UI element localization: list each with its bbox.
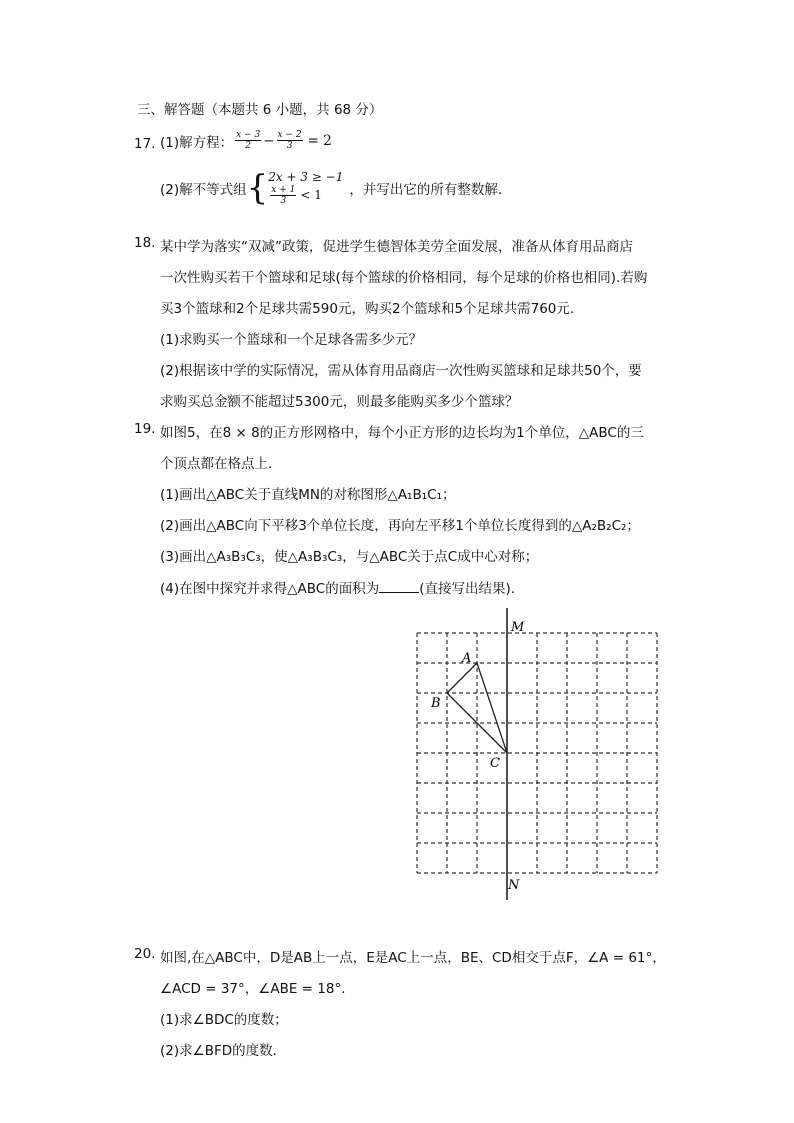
q17-sys-numerator: x + 1 — [271, 185, 296, 195]
grid-figure — [400, 600, 670, 910]
q17-f2-denominator: 3 — [286, 141, 293, 151]
q20-number: 20. — [134, 946, 156, 962]
q18-sub-2a: (2)根据该中学的实际情况，需从体育用品商店一次性购买篮球和足球共50个，要 — [160, 363, 642, 379]
brace-symbol: { — [246, 168, 269, 208]
q17-fraction-1 — [235, 130, 261, 151]
q19-sub-4 — [160, 577, 524, 597]
q19-line-1: 如图5，在8 × 8的正方形网格中，每个小正方形的边长均为1个单位，△ABC的三 — [160, 425, 644, 441]
q17-rhs: = 2 — [307, 132, 332, 149]
q19-sub-4-suffix: (直接写出结果)． — [419, 581, 525, 597]
q19-sub-3: (3)画出△A₃B₃C₃，使△A₃B₃C₃，与△ABC关于点C成中心对称； — [160, 549, 539, 565]
q17-f1-numerator: x − 3 — [236, 130, 261, 140]
q19-sub-1: (1)画出△ABC关于直线MN的对称图形△A₁B₁C₁； — [160, 487, 456, 503]
label-m: M — [511, 620, 525, 635]
q17-part1-label: (1)解方程： — [160, 134, 234, 151]
q17-f2-numerator: x − 2 — [277, 130, 302, 140]
q20-line-1: 如图,在△ABC中，D是AB上一点，E是AC上一点，BE、CD相交于点F，∠A = 61°， — [160, 950, 666, 966]
q17-minus-sign: − — [263, 132, 275, 149]
q20-sub-1: (1)求∠BDC的度数； — [160, 1012, 288, 1028]
q17-number: 17. — [134, 136, 156, 152]
q17-part1 — [160, 130, 332, 151]
q17-sys-rhs: < 1 — [300, 188, 322, 202]
label-n: N — [508, 878, 520, 893]
q19-number: 19. — [134, 421, 156, 437]
label-b: B — [431, 696, 441, 711]
q17-part2-tail: ，并写出它的所有整数解． — [349, 182, 512, 198]
inequality-row-1: 2x + 3 ≥ −1 — [268, 170, 344, 184]
dashed-grid — [417, 633, 657, 873]
q17-part2 — [160, 170, 511, 206]
q17-sys-denominator: 3 — [280, 196, 287, 206]
q19-line-2: 个顶点都在格点上． — [160, 456, 282, 472]
q20-line-2: ∠ACD = 37°，∠ABE = 18°． — [160, 981, 355, 997]
q18-sub-2b: 求购买总金额不能超过5300元，则最多能购买多少个篮球？ — [160, 394, 519, 410]
inequality-row-2 — [268, 185, 343, 206]
q17-f1-denominator: 2 — [245, 141, 252, 151]
q18-line-3: 买3个篮球和2个足球共需590元，购买2个篮球和5个足球共需760元． — [160, 301, 584, 317]
q17-fraction-2 — [277, 130, 303, 151]
q17-part2-label: (2)解不等式组 — [160, 182, 247, 198]
q18-line-2: 一次性购买若干个篮球和足球(每个篮球的价格相同，每个足球的价格也相同).若购 — [160, 270, 648, 286]
q19-sub-4-prefix: (4)在图中探究并求得△ABC的面积为 — [160, 581, 380, 597]
q20-sub-2: (2)求∠BFD的度数． — [160, 1043, 287, 1059]
section-heading: 三、解答题（本题共 6 小题，共 68 分） — [137, 102, 383, 118]
answer-blank — [379, 580, 419, 593]
label-c: C — [490, 756, 500, 771]
q18-number: 18. — [134, 235, 156, 251]
q18-line-1: 某中学为落实“双减”政策，促进学生德智体美劳全面发展，准备从体育用品商店 — [160, 239, 633, 255]
q17-sys-fraction — [270, 185, 296, 206]
label-a: A — [462, 651, 472, 666]
q19-sub-2: (2)画出△ABC向下平移3个单位长度，再向左平移1个单位长度得到的△A₂B₂C₂； — [160, 518, 640, 534]
q18-sub-1: (1)求购买一个篮球和一个足球各需多少元？ — [160, 332, 423, 348]
inequality-system — [268, 170, 343, 206]
